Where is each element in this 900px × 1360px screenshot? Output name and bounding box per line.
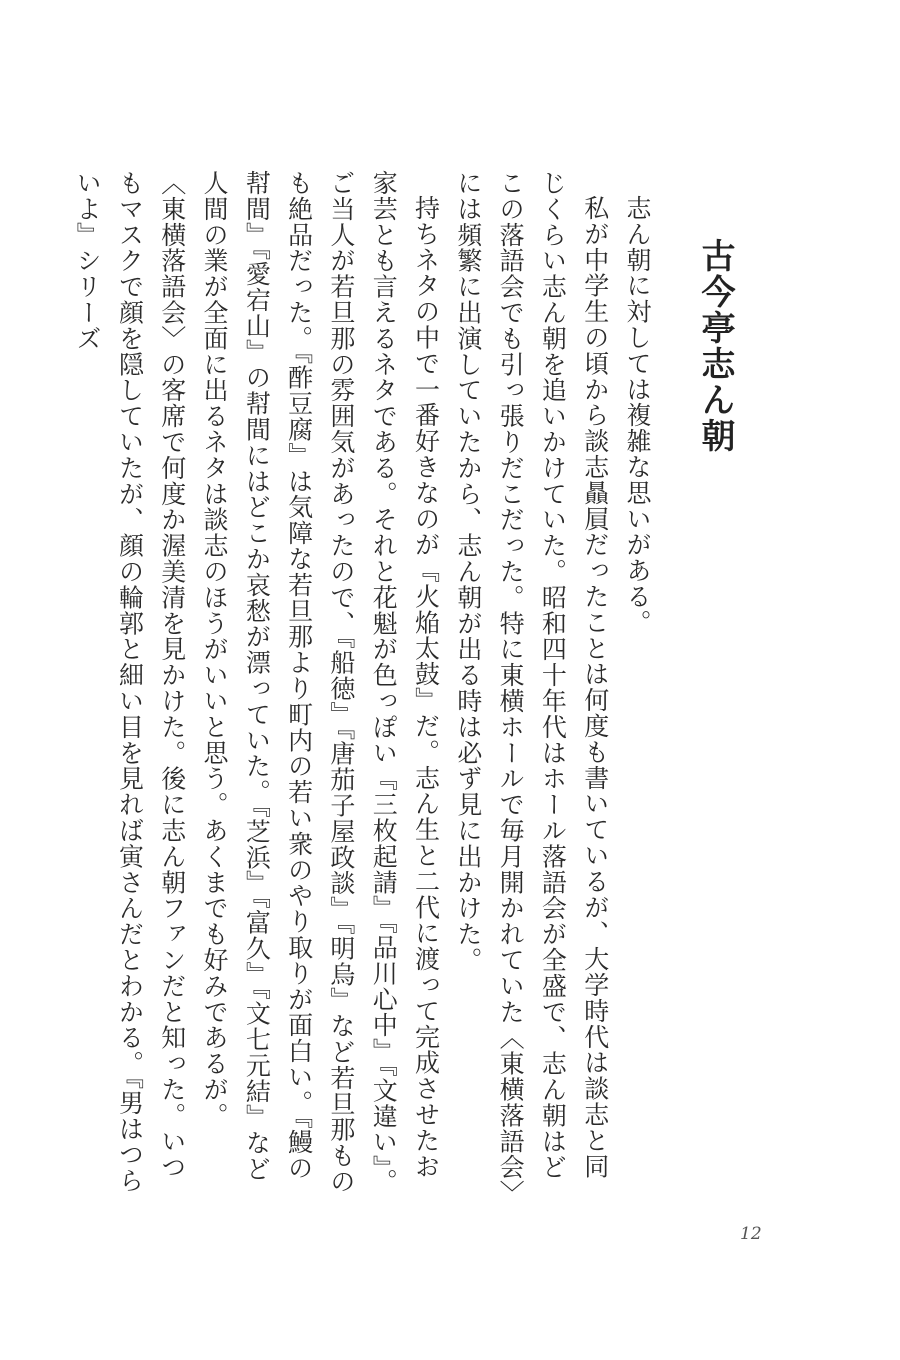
paragraph: 持ちネタの中で一番好きなのが『火焔太鼓』だ。志ん生と二代に渡って完成させたお家芸とも言えるネタである。それと花魁が色っぽい『三枚起請』『品川心中』『文違い』。ご当人が若旦那の雰囲気があったので、『船徳』『唐茄子屋政談』『明烏』など若旦那ものも絶品だった。『酢豆腐』は気障な若旦那より町内の若い衆のやり取りが面白い。『鰻の幇間』『愛宕山』の幇間にはどこか哀愁が漂っていた。『芝浜』『富久』『文七元結』など人間の業が全面に出るネタは談志のほうがいいと思う。あくまでも好みであるが。 <box>200 170 441 1195</box>
chapter-title: 古今亭志ん朝 <box>695 238 735 454</box>
paragraph: 志ん朝に対しては複雑な思いがある。 <box>623 195 652 636</box>
paragraph: 私が中学生の頃から談志贔屓だったことは何度も書いているが、大学時代は談志と同じくらい志ん朝を追いかけていた。昭和四十年代はホール落語会が全盛で、志ん朝はどこの落語会でも引っ張りだこだった。特に東横ホールで毎月開かれていた〈東横落語会〉には頻繁に出演していたから、志ん朝が出る時は必ず見に出かけた。 <box>453 170 610 1194</box>
page-number: 12 <box>740 1224 762 1244</box>
body-text <box>73 170 658 1200</box>
paragraph: 〈東横落語会〉の客席で何度か渥美清を見かけた。後に志ん朝ファンだと知った。いつもマスクで顔を隠していたが、顔の輪郭と細い目を見れば寅さんだとわかる。『男はつらいよ』シリーズ <box>73 170 187 1194</box>
